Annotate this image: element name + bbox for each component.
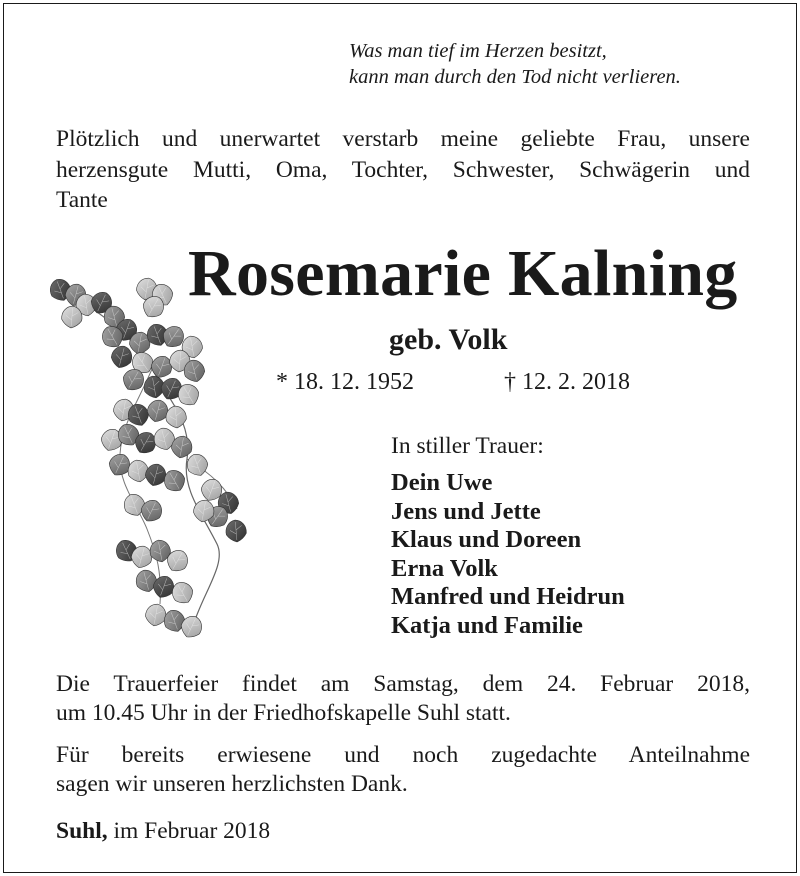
signature-line <box>56 816 270 846</box>
signature-place: Suhl, <box>56 818 108 844</box>
thanks-line-1: Für bereits erwiesene und noch zugedachte Anteilnahme <box>56 742 750 768</box>
death-date: † 12. 2. 2018 <box>504 369 630 395</box>
intro-paragraph <box>56 124 750 216</box>
funeral-notice <box>56 670 750 728</box>
mourner-name: Erna Volk <box>391 554 498 582</box>
memorial-quote <box>349 38 681 90</box>
deceased-name: Rosemarie Kalning <box>188 237 738 310</box>
intro-line-1: Plötzlich und unerwartet verstarb meine geliebte Frau, unsere <box>56 126 750 152</box>
ivy-vine-illustration <box>42 274 252 654</box>
funeral-line-1: Die Trauerfeier findet am Samstag, dem 24. Februar 2018, <box>56 671 750 697</box>
mourner-name: Katja und Familie <box>391 611 583 639</box>
birth-name: geb. Volk <box>389 323 508 356</box>
mourner-name: Manfred und Heidrun <box>391 583 625 610</box>
thanks-notice <box>56 741 750 799</box>
obituary-card <box>3 3 797 873</box>
mourner-name: Jens und Jette <box>391 497 541 525</box>
intro-line-3: Tante <box>56 187 108 213</box>
quote-line-2: kann man durch den Tod nicht verlieren. <box>349 66 681 88</box>
mourners-list <box>391 469 625 640</box>
funeral-line-2: um 10.45 Uhr in der Friedhofskapelle Suhl statt. <box>56 700 511 726</box>
mourner-name: Klaus und Doreen <box>391 526 582 553</box>
signature-date: im Februar 2018 <box>113 818 271 844</box>
quote-line-1: Was man tief im Herzen besitzt, <box>349 40 607 62</box>
mourner-name: Dein Uwe <box>391 469 493 496</box>
birth-date: * 18. 12. 1952 <box>276 369 414 395</box>
thanks-line-2: sagen wir unseren herzlichsten Dank. <box>56 771 408 797</box>
mourning-label: In stiller Trauer: <box>391 433 544 459</box>
intro-line-2: herzensgute Mutti, Oma, Tochter, Schwester, Schwägerin und <box>56 156 750 183</box>
